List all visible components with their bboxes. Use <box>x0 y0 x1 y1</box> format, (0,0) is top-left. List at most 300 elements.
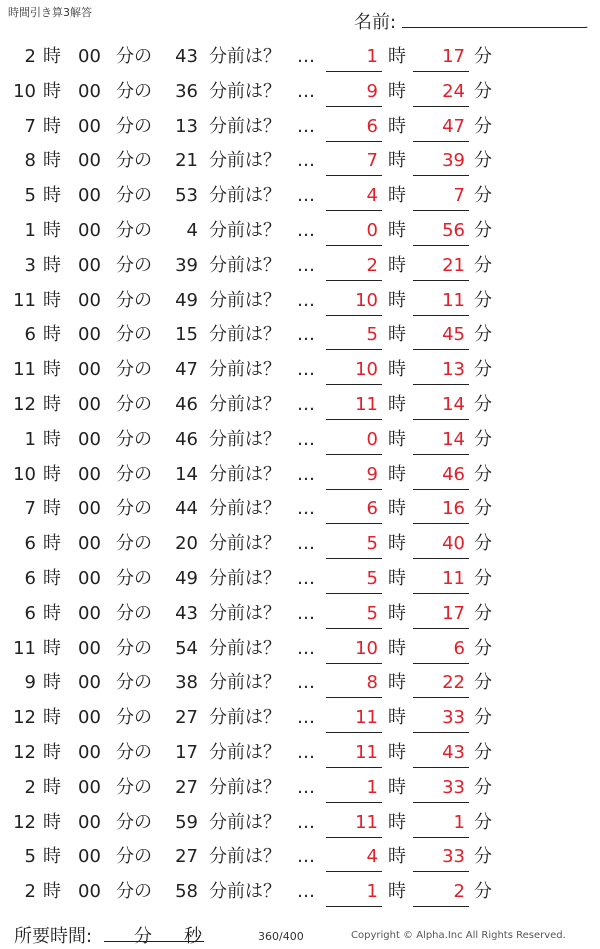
minutes-of-label: 分の <box>116 289 152 311</box>
problem-minutes: 13 <box>175 115 198 137</box>
zero-minutes: 00 <box>78 115 101 137</box>
zero-minutes: 00 <box>78 672 101 694</box>
hour-label: 時 <box>43 741 61 763</box>
answer-minute-underline <box>413 419 469 420</box>
answer-minute[interactable]: 16 <box>442 498 465 520</box>
answer-minute[interactable]: 21 <box>442 254 465 276</box>
problem-hour: 10 <box>13 463 36 485</box>
answer-hour-label: 時 <box>388 672 406 694</box>
answer-hour-label: 時 <box>388 46 406 67</box>
answer-hour[interactable]: 4 <box>366 846 378 868</box>
minutes-before-label: 分前は？ <box>209 219 281 241</box>
answer-minute-label: 分 <box>474 219 492 241</box>
minutes-before-label: 分前は？ <box>209 567 281 589</box>
problem-minutes: 17 <box>175 741 198 763</box>
answer-hour-label: 時 <box>388 846 406 868</box>
answer-minute-label: 分 <box>474 567 492 589</box>
hour-label: 時 <box>43 359 61 381</box>
minutes-before-label: 分前は？ <box>209 115 281 137</box>
problem-row <box>0 875 600 910</box>
answer-minute[interactable]: 22 <box>442 672 465 694</box>
zero-minutes: 00 <box>78 150 101 172</box>
answer-minute[interactable]: 33 <box>442 707 465 729</box>
answer-minute[interactable]: 46 <box>442 463 465 485</box>
problem-minutes: 21 <box>175 150 198 172</box>
page-title: 時間引き算3解答 <box>8 6 92 19</box>
answer-hour-underline <box>326 802 382 803</box>
answer-hour[interactable]: 8 <box>366 672 378 694</box>
ellipsis: … <box>297 707 315 729</box>
answer-hour-underline <box>326 593 382 594</box>
problem-hour: 12 <box>13 707 36 729</box>
problem-hour: 11 <box>13 637 36 659</box>
answer-hour-underline <box>326 732 382 733</box>
answer-hour[interactable]: 5 <box>366 567 378 589</box>
answer-hour[interactable]: 6 <box>366 498 378 520</box>
zero-minutes: 00 <box>78 393 101 415</box>
answer-minute-label: 分 <box>474 776 492 798</box>
answer-hour-label: 時 <box>388 463 406 485</box>
answer-minute-label: 分 <box>474 846 492 868</box>
answer-hour-underline <box>326 141 382 142</box>
answer-minute-label: 分 <box>474 741 492 763</box>
answer-minute-label: 分 <box>474 533 492 555</box>
problem-hour: 5 <box>24 846 36 868</box>
ellipsis: … <box>297 846 315 868</box>
answer-hour[interactable]: 11 <box>355 393 378 415</box>
answer-minute-label: 分 <box>474 602 492 624</box>
problem-minutes: 20 <box>175 533 198 555</box>
answer-minute-label: 分 <box>474 324 492 346</box>
answer-minute-underline <box>413 141 469 142</box>
minutes-of-label: 分の <box>116 324 152 346</box>
ellipsis: … <box>297 463 315 485</box>
answer-hour-label: 時 <box>388 637 406 659</box>
minutes-of-label: 分の <box>116 567 152 589</box>
answer-minute[interactable]: 2 <box>453 881 465 903</box>
answer-hour-label: 時 <box>388 498 406 520</box>
problem-row <box>0 388 600 423</box>
minutes-of-label: 分の <box>116 707 152 729</box>
minutes-before-label: 分前は？ <box>209 150 281 172</box>
minutes-before-label: 分前は？ <box>209 533 281 555</box>
minutes-before-label: 分前は？ <box>209 881 281 903</box>
zero-minutes: 00 <box>78 498 101 520</box>
answer-minute[interactable]: 24 <box>442 80 465 102</box>
answer-minute[interactable]: 17 <box>442 602 465 624</box>
answer-hour-underline <box>326 175 382 176</box>
hour-label: 時 <box>43 185 61 207</box>
problem-hour: 5 <box>24 185 36 207</box>
zero-minutes: 00 <box>78 463 101 485</box>
zero-minutes: 00 <box>78 46 101 67</box>
answer-minute-label: 分 <box>474 393 492 415</box>
hour-label: 時 <box>43 324 61 346</box>
problem-row <box>0 40 600 75</box>
problem-hour: 9 <box>24 672 36 694</box>
answer-hour[interactable]: 11 <box>355 811 378 833</box>
problem-hour: 6 <box>24 324 36 346</box>
answer-hour[interactable]: 6 <box>366 115 378 137</box>
hour-label: 時 <box>43 80 61 102</box>
problem-hour: 12 <box>13 393 36 415</box>
minutes-of-label: 分の <box>116 811 152 833</box>
problem-minutes: 4 <box>186 219 198 241</box>
ellipsis: … <box>297 533 315 555</box>
problem-hour: 7 <box>24 498 36 520</box>
answer-minute[interactable]: 56 <box>442 219 465 241</box>
answer-minute[interactable]: 14 <box>442 428 465 450</box>
zero-minutes: 00 <box>78 289 101 311</box>
answer-minute-label: 分 <box>474 359 492 381</box>
problem-hour: 6 <box>24 602 36 624</box>
minutes-of-label: 分の <box>116 393 152 415</box>
ellipsis: … <box>297 80 315 102</box>
answer-hour-label: 時 <box>388 150 406 172</box>
answer-hour-underline <box>326 697 382 698</box>
answer-hour-underline <box>326 767 382 768</box>
zero-minutes: 00 <box>78 185 101 207</box>
answer-hour-underline <box>326 663 382 664</box>
hour-label: 時 <box>43 567 61 589</box>
minutes-of-label: 分の <box>116 498 152 520</box>
hour-label: 時 <box>43 254 61 276</box>
hour-label: 時 <box>43 811 61 833</box>
minutes-before-label: 分前は？ <box>209 672 281 694</box>
name-line[interactable] <box>402 27 586 28</box>
time-required-sec-label: 秒 <box>184 926 202 947</box>
minutes-before-label: 分前は？ <box>209 324 281 346</box>
time-required-min-label: 分 <box>134 926 152 947</box>
problem-row <box>0 214 600 249</box>
answer-minute-underline <box>413 71 469 72</box>
hour-label: 時 <box>43 846 61 868</box>
answer-hour-underline <box>326 349 382 350</box>
problem-minutes: 46 <box>175 428 198 450</box>
answer-minute-underline <box>413 732 469 733</box>
problem-row <box>0 632 600 667</box>
minutes-of-label: 分の <box>116 428 152 450</box>
answer-hour-underline <box>326 837 382 838</box>
answer-hour-label: 時 <box>388 289 406 311</box>
problem-row <box>0 597 600 632</box>
score: 360/400 <box>258 930 304 943</box>
answer-hour-underline <box>326 315 382 316</box>
ellipsis: … <box>297 602 315 624</box>
ellipsis: … <box>297 289 315 311</box>
problem-hour: 7 <box>24 115 36 137</box>
answer-hour[interactable]: 4 <box>366 185 378 207</box>
problem-hour: 6 <box>24 533 36 555</box>
ellipsis: … <box>297 881 315 903</box>
hour-label: 時 <box>43 428 61 450</box>
minutes-of-label: 分の <box>116 359 152 381</box>
problem-row <box>0 318 600 353</box>
problem-minutes: 53 <box>175 185 198 207</box>
problem-minutes: 38 <box>175 672 198 694</box>
answer-minute-underline <box>413 175 469 176</box>
problem-row <box>0 179 600 214</box>
minutes-of-label: 分の <box>116 254 152 276</box>
answer-hour[interactable]: 10 <box>355 637 378 659</box>
answer-minute[interactable]: 45 <box>442 324 465 346</box>
hour-label: 時 <box>43 463 61 485</box>
problem-minutes: 27 <box>175 846 198 868</box>
answer-minute-label: 分 <box>474 115 492 137</box>
answer-hour[interactable]: 2 <box>366 254 378 276</box>
answer-hour[interactable]: 10 <box>355 359 378 381</box>
answer-hour[interactable]: 1 <box>366 881 378 903</box>
answer-minute-underline <box>413 558 469 559</box>
answer-hour-underline <box>326 245 382 246</box>
hour-label: 時 <box>43 289 61 311</box>
answer-minute[interactable]: 33 <box>442 846 465 868</box>
answer-hour-label: 時 <box>388 324 406 346</box>
minutes-before-label: 分前は？ <box>209 776 281 798</box>
zero-minutes: 00 <box>78 533 101 555</box>
hour-label: 時 <box>43 393 61 415</box>
answer-minute[interactable]: 47 <box>442 115 465 137</box>
answer-minute-label: 分 <box>474 672 492 694</box>
zero-minutes: 00 <box>78 707 101 729</box>
problem-row <box>0 284 600 319</box>
minutes-of-label: 分の <box>116 150 152 172</box>
answer-hour[interactable]: 11 <box>355 741 378 763</box>
answer-minute[interactable]: 33 <box>442 776 465 798</box>
problem-row <box>0 840 600 875</box>
ellipsis: … <box>297 219 315 241</box>
minutes-before-label: 分前は？ <box>209 498 281 520</box>
answer-hour[interactable]: 7 <box>366 150 378 172</box>
problem-minutes: 39 <box>175 254 198 276</box>
problem-row <box>0 666 600 701</box>
answer-hour[interactable]: 1 <box>366 46 378 67</box>
hour-label: 時 <box>43 533 61 555</box>
answer-minute[interactable]: 43 <box>442 741 465 763</box>
minutes-of-label: 分の <box>116 115 152 137</box>
answer-hour[interactable]: 5 <box>366 324 378 346</box>
problem-minutes: 27 <box>175 776 198 798</box>
problem-row <box>0 771 600 806</box>
answer-hour[interactable]: 0 <box>366 219 378 241</box>
answer-hour[interactable]: 9 <box>366 463 378 485</box>
zero-minutes: 00 <box>78 637 101 659</box>
answer-minute[interactable]: 14 <box>442 393 465 415</box>
answer-minute-underline <box>413 628 469 629</box>
answer-hour[interactable]: 0 <box>366 428 378 450</box>
minutes-of-label: 分の <box>116 846 152 868</box>
minutes-before-label: 分前は？ <box>209 811 281 833</box>
answer-hour-label: 時 <box>388 811 406 833</box>
answer-hour-underline <box>326 871 382 872</box>
minutes-before-label: 分前は？ <box>209 707 281 729</box>
hour-label: 時 <box>43 115 61 137</box>
problem-minutes: 49 <box>175 567 198 589</box>
answer-minute[interactable]: 39 <box>442 150 465 172</box>
answer-minute[interactable]: 1 <box>453 811 465 833</box>
minutes-before-label: 分前は？ <box>209 80 281 102</box>
hour-label: 時 <box>43 672 61 694</box>
answer-hour-label: 時 <box>388 533 406 555</box>
problem-row <box>0 353 600 388</box>
answer-minute[interactable]: 13 <box>442 359 465 381</box>
minutes-before-label: 分前は？ <box>209 428 281 450</box>
minutes-before-label: 分前は？ <box>209 359 281 381</box>
answer-minute[interactable]: 7 <box>453 185 465 207</box>
minutes-of-label: 分の <box>116 46 152 67</box>
minutes-of-label: 分の <box>116 776 152 798</box>
answer-minute-label: 分 <box>474 150 492 172</box>
problem-hour: 12 <box>13 811 36 833</box>
minutes-before-label: 分前は？ <box>209 185 281 207</box>
problem-row <box>0 562 600 597</box>
answer-minute-label: 分 <box>474 254 492 276</box>
answer-hour[interactable]: 5 <box>366 602 378 624</box>
problem-hour: 6 <box>24 567 36 589</box>
answer-hour-underline <box>326 558 382 559</box>
answer-hour-underline <box>326 106 382 107</box>
hour-label: 時 <box>43 881 61 903</box>
answer-hour-label: 時 <box>388 707 406 729</box>
minutes-before-label: 分前は？ <box>209 463 281 485</box>
answer-hour-underline <box>326 210 382 211</box>
answer-minute-underline <box>413 384 469 385</box>
answer-minute[interactable]: 17 <box>442 46 465 67</box>
hour-label: 時 <box>43 776 61 798</box>
answer-minute-underline <box>413 837 469 838</box>
answer-minute-underline <box>413 489 469 490</box>
ellipsis: … <box>297 498 315 520</box>
answer-minute-underline <box>413 106 469 107</box>
answer-hour-label: 時 <box>388 741 406 763</box>
answer-minute-label: 分 <box>474 881 492 903</box>
answer-hour-label: 時 <box>388 254 406 276</box>
problem-hour: 2 <box>24 881 36 903</box>
problem-minutes: 59 <box>175 811 198 833</box>
answer-hour-label: 時 <box>388 359 406 381</box>
minutes-of-label: 分の <box>116 672 152 694</box>
answer-hour[interactable]: 5 <box>366 533 378 555</box>
ellipsis: … <box>297 324 315 346</box>
answer-minute-underline <box>413 280 469 281</box>
problem-minutes: 43 <box>175 602 198 624</box>
ellipsis: … <box>297 741 315 763</box>
hour-label: 時 <box>43 498 61 520</box>
answer-minute-label: 分 <box>474 463 492 485</box>
answer-minute-underline <box>413 593 469 594</box>
name-dot: . <box>585 18 589 31</box>
problem-row <box>0 527 600 562</box>
answer-minute-underline <box>413 454 469 455</box>
problem-list <box>0 40 600 910</box>
answer-hour-label: 時 <box>388 881 406 903</box>
answer-hour[interactable]: 10 <box>355 289 378 311</box>
problem-row <box>0 144 600 179</box>
zero-minutes: 00 <box>78 567 101 589</box>
answer-minute-underline <box>413 523 469 524</box>
problem-minutes: 49 <box>175 289 198 311</box>
problem-row <box>0 110 600 145</box>
zero-minutes: 00 <box>78 428 101 450</box>
minutes-of-label: 分の <box>116 185 152 207</box>
zero-minutes: 00 <box>78 741 101 763</box>
problem-minutes: 36 <box>175 80 198 102</box>
problem-row <box>0 701 600 736</box>
hour-label: 時 <box>43 219 61 241</box>
problem-hour: 1 <box>24 219 36 241</box>
problem-hour: 10 <box>13 80 36 102</box>
ellipsis: … <box>297 776 315 798</box>
answer-minute-label: 分 <box>474 289 492 311</box>
answer-hour-underline <box>326 71 382 72</box>
zero-minutes: 00 <box>78 254 101 276</box>
problem-minutes: 44 <box>175 498 198 520</box>
hour-label: 時 <box>43 46 61 67</box>
answer-minute-label: 分 <box>474 498 492 520</box>
answer-hour[interactable]: 1 <box>366 776 378 798</box>
answer-minute-label: 分 <box>474 46 492 67</box>
answer-hour-underline <box>326 384 382 385</box>
zero-minutes: 00 <box>78 80 101 102</box>
answer-hour-label: 時 <box>388 219 406 241</box>
ellipsis: … <box>297 115 315 137</box>
problem-row <box>0 458 600 493</box>
answer-hour-label: 時 <box>388 393 406 415</box>
problem-row <box>0 75 600 110</box>
answer-minute[interactable]: 11 <box>442 567 465 589</box>
problem-hour: 12 <box>13 741 36 763</box>
minutes-before-label: 分前は？ <box>209 289 281 311</box>
answer-minute-underline <box>413 663 469 664</box>
answer-hour-underline <box>326 906 382 907</box>
problem-minutes: 43 <box>175 46 198 67</box>
ellipsis: … <box>297 393 315 415</box>
minutes-of-label: 分の <box>116 741 152 763</box>
answer-minute[interactable]: 40 <box>442 533 465 555</box>
answer-hour-underline <box>326 454 382 455</box>
answer-minute-label: 分 <box>474 428 492 450</box>
answer-hour[interactable]: 11 <box>355 707 378 729</box>
copyright: Copyright © Alpha.Inc All Rights Reserved. <box>351 930 566 941</box>
minutes-of-label: 分の <box>116 463 152 485</box>
answer-hour-label: 時 <box>388 602 406 624</box>
answer-minute[interactable]: 6 <box>453 637 465 659</box>
minutes-of-label: 分の <box>116 881 152 903</box>
answer-hour-underline <box>326 523 382 524</box>
answer-minute-underline <box>413 210 469 211</box>
problem-minutes: 58 <box>175 881 198 903</box>
problem-hour: 1 <box>24 428 36 450</box>
minutes-of-label: 分の <box>116 602 152 624</box>
problem-hour: 2 <box>24 776 36 798</box>
minutes-before-label: 分前は？ <box>209 393 281 415</box>
minutes-before-label: 分前は？ <box>209 741 281 763</box>
problem-row <box>0 492 600 527</box>
answer-minute-label: 分 <box>474 80 492 102</box>
problem-minutes: 46 <box>175 393 198 415</box>
problem-hour: 8 <box>24 150 36 172</box>
hour-label: 時 <box>43 602 61 624</box>
answer-minute-label: 分 <box>474 707 492 729</box>
answer-minute-label: 分 <box>474 637 492 659</box>
ellipsis: … <box>297 811 315 833</box>
zero-minutes: 00 <box>78 359 101 381</box>
answer-minute-underline <box>413 802 469 803</box>
answer-hour[interactable]: 9 <box>366 80 378 102</box>
answer-minute[interactable]: 11 <box>442 289 465 311</box>
problem-minutes: 14 <box>175 463 198 485</box>
zero-minutes: 00 <box>78 602 101 624</box>
